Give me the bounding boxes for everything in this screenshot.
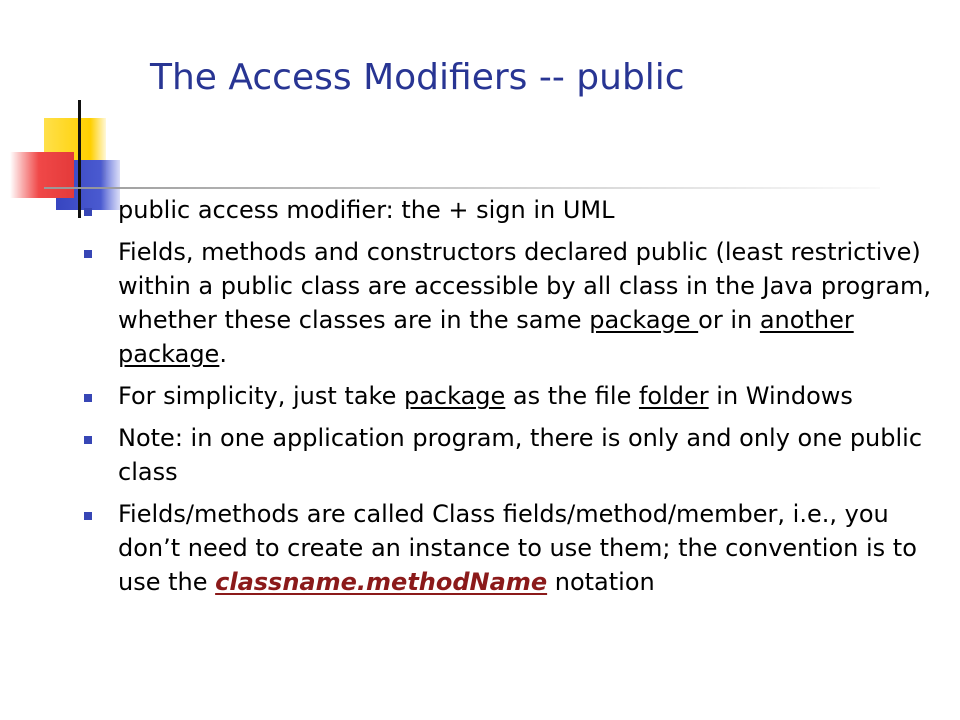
bullet-text: in Windows (708, 382, 853, 410)
decor-horizontal-line (44, 187, 880, 189)
package-link[interactable]: package (589, 306, 699, 334)
bullet-text: For simplicity, just take (118, 382, 404, 410)
another-package-link[interactable]: another package (118, 306, 854, 368)
square-bullet-icon (84, 394, 92, 402)
square-bullet-icon (84, 250, 92, 258)
bullet-text: Note: in one application program, there is only and only one public class (118, 424, 923, 486)
decor-red-square (10, 152, 74, 198)
slide-title: The Access Modifiers -- public (150, 57, 685, 98)
square-bullet-icon (84, 436, 92, 444)
bullet-text: Fields/methods are called Class fields/method/member, i.e., you don’t need to create an instance to use them; the convention is to use the (118, 500, 917, 596)
bullet-list (84, 193, 934, 607)
bullet-text: notation (547, 568, 655, 596)
classname-methodname-term: classname.methodName (215, 568, 548, 596)
bullet-text: . (219, 340, 227, 368)
square-bullet-icon (84, 208, 92, 216)
bullet-item (84, 193, 934, 227)
square-bullet-icon (84, 512, 92, 520)
decor-vertical-line (78, 100, 81, 218)
bullet-text: or in (698, 306, 760, 334)
package-link[interactable]: package (403, 382, 506, 410)
bullet-item (84, 235, 934, 371)
bullet-item (84, 379, 934, 413)
bullet-item (84, 497, 934, 599)
folder-link[interactable]: folder (638, 382, 709, 410)
bullet-item (84, 421, 934, 489)
bullet-text: as the file (505, 382, 639, 410)
bullet-text: public access modifier: the + sign in UML (118, 196, 615, 224)
bullet-text: Fields, methods and constructors declared public (least restrictive) within a public class are accessible by all class in the Java program, whether these classes are in the same (118, 238, 931, 334)
